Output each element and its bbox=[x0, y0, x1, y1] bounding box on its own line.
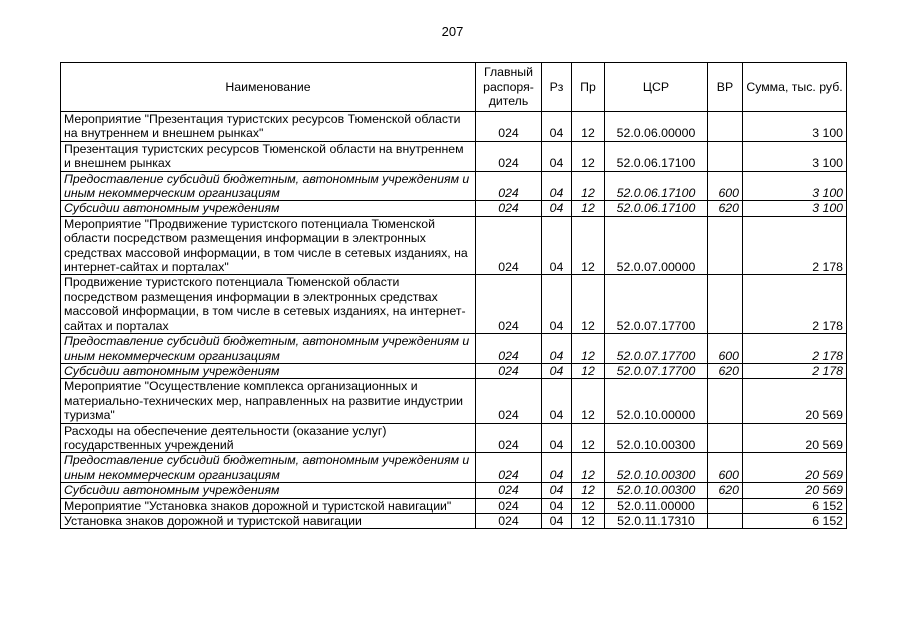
budget-table bbox=[60, 62, 847, 529]
table-row bbox=[61, 498, 847, 513]
cell-name: Расходы на обеспечение деятельности (оказание услуг) государственных учреждений bbox=[61, 423, 476, 453]
cell-admin: 024 bbox=[476, 275, 542, 334]
cell-rz: 04 bbox=[542, 171, 572, 201]
cell-name: Предоставление субсидий бюджетным, автономным учреждениям и иным некоммерческим организациям bbox=[61, 334, 476, 364]
cell-rz: 04 bbox=[542, 483, 572, 498]
cell-csr: 52.0.07.17700 bbox=[605, 363, 708, 378]
header-name: Наименование bbox=[61, 63, 476, 112]
cell-admin: 024 bbox=[476, 513, 542, 528]
cell-rz: 04 bbox=[542, 112, 572, 142]
cell-vr bbox=[708, 379, 743, 423]
cell-admin: 024 bbox=[476, 141, 542, 171]
cell-name: Мероприятие "Осуществление комплекса организационных и материально-технических мер, направленных на развитие индустрии туризма" bbox=[61, 379, 476, 423]
cell-csr: 52.0.11.17310 bbox=[605, 513, 708, 528]
cell-pr: 12 bbox=[572, 216, 605, 275]
cell-rz: 04 bbox=[542, 216, 572, 275]
cell-pr: 12 bbox=[572, 363, 605, 378]
cell-sum: 20 569 bbox=[743, 379, 847, 423]
cell-name: Мероприятие "Установка знаков дорожной и туристской навигации" bbox=[61, 498, 476, 513]
table-row bbox=[61, 334, 847, 364]
header-rz: Рз bbox=[542, 63, 572, 112]
cell-pr: 12 bbox=[572, 483, 605, 498]
cell-csr: 52.0.07.17700 bbox=[605, 275, 708, 334]
cell-pr: 12 bbox=[572, 513, 605, 528]
page-number: 207 bbox=[441, 24, 464, 39]
cell-vr bbox=[708, 141, 743, 171]
cell-csr: 52.0.07.17700 bbox=[605, 334, 708, 364]
cell-name: Субсидии автономным учреждениям bbox=[61, 363, 476, 378]
cell-name: Предоставление субсидий бюджетным, автономным учреждениям и иным некоммерческим организациям bbox=[61, 453, 476, 483]
cell-vr: 600 bbox=[708, 453, 743, 483]
cell-admin: 024 bbox=[476, 498, 542, 513]
cell-vr: 600 bbox=[708, 171, 743, 201]
table-header-row bbox=[61, 63, 847, 112]
cell-name: Установка знаков дорожной и туристской навигации bbox=[61, 513, 476, 528]
cell-vr bbox=[708, 112, 743, 142]
cell-admin: 024 bbox=[476, 483, 542, 498]
cell-sum: 2 178 bbox=[743, 363, 847, 378]
cell-name: Субсидии автономным учреждениям bbox=[61, 483, 476, 498]
cell-rz: 04 bbox=[542, 334, 572, 364]
cell-sum: 20 569 bbox=[743, 483, 847, 498]
cell-admin: 024 bbox=[476, 453, 542, 483]
table-row bbox=[61, 171, 847, 201]
cell-name: Мероприятие "Презентация туристских ресурсов Тюменской области на внутреннем и внешнем рынках" bbox=[61, 112, 476, 142]
cell-sum: 6 152 bbox=[743, 513, 847, 528]
table-row bbox=[61, 423, 847, 453]
cell-vr: 620 bbox=[708, 483, 743, 498]
cell-name: Продвижение туристского потенциала Тюменской области посредством размещения информации в электронных средствах массовой информации, в том числе в сетевых изданиях, на интернет-сайтах и порталах bbox=[61, 275, 476, 334]
cell-csr: 52.0.10.00300 bbox=[605, 483, 708, 498]
cell-rz: 04 bbox=[542, 498, 572, 513]
cell-name: Мероприятие "Продвижение туристского потенциала Тюменской области посредством размещения информации в электронных средствах массовой информации, в том числе в сетевых изданиях, на интернет-сайтах и порталах" bbox=[61, 216, 476, 275]
cell-rz: 04 bbox=[542, 363, 572, 378]
cell-pr: 12 bbox=[572, 112, 605, 142]
cell-admin: 024 bbox=[476, 379, 542, 423]
cell-rz: 04 bbox=[542, 275, 572, 334]
table-row bbox=[61, 275, 847, 334]
cell-csr: 52.0.11.00000 bbox=[605, 498, 708, 513]
cell-sum: 2 178 bbox=[743, 216, 847, 275]
table-row bbox=[61, 379, 847, 423]
table-row bbox=[61, 453, 847, 483]
cell-csr: 52.0.10.00300 bbox=[605, 453, 708, 483]
table-row bbox=[61, 216, 847, 275]
cell-csr: 52.0.06.17100 bbox=[605, 201, 708, 216]
cell-pr: 12 bbox=[572, 453, 605, 483]
cell-rz: 04 bbox=[542, 513, 572, 528]
cell-rz: 04 bbox=[542, 379, 572, 423]
cell-admin: 024 bbox=[476, 201, 542, 216]
cell-rz: 04 bbox=[542, 423, 572, 453]
cell-csr: 52.0.06.00000 bbox=[605, 112, 708, 142]
cell-pr: 12 bbox=[572, 379, 605, 423]
cell-admin: 024 bbox=[476, 423, 542, 453]
header-pr: Пр bbox=[572, 63, 605, 112]
cell-sum: 20 569 bbox=[743, 423, 847, 453]
cell-vr bbox=[708, 275, 743, 334]
cell-vr bbox=[708, 513, 743, 528]
cell-sum: 2 178 bbox=[743, 334, 847, 364]
table-row bbox=[61, 112, 847, 142]
cell-csr: 52.0.06.17100 bbox=[605, 141, 708, 171]
table-row bbox=[61, 513, 847, 528]
cell-rz: 04 bbox=[542, 453, 572, 483]
header-vr: ВР bbox=[708, 63, 743, 112]
table-body bbox=[61, 112, 847, 529]
cell-pr: 12 bbox=[572, 498, 605, 513]
cell-pr: 12 bbox=[572, 423, 605, 453]
cell-csr: 52.0.10.00000 bbox=[605, 379, 708, 423]
table-row bbox=[61, 483, 847, 498]
cell-csr: 52.0.07.00000 bbox=[605, 216, 708, 275]
cell-admin: 024 bbox=[476, 334, 542, 364]
cell-csr: 52.0.10.00300 bbox=[605, 423, 708, 453]
cell-rz: 04 bbox=[542, 141, 572, 171]
table-row bbox=[61, 201, 847, 216]
cell-rz: 04 bbox=[542, 201, 572, 216]
cell-pr: 12 bbox=[572, 171, 605, 201]
cell-admin: 024 bbox=[476, 112, 542, 142]
cell-name: Презентация туристских ресурсов Тюменской области на внутреннем и внешнем рынках bbox=[61, 141, 476, 171]
cell-sum: 3 100 bbox=[743, 171, 847, 201]
cell-vr bbox=[708, 216, 743, 275]
cell-csr: 52.0.06.17100 bbox=[605, 171, 708, 201]
table-row bbox=[61, 363, 847, 378]
header-admin: Главный распоря-дитель bbox=[476, 63, 542, 112]
table-row bbox=[61, 141, 847, 171]
cell-name: Субсидии автономным учреждениям bbox=[61, 201, 476, 216]
header-csr: ЦСР bbox=[605, 63, 708, 112]
cell-name: Предоставление субсидий бюджетным, автономным учреждениям и иным некоммерческим организациям bbox=[61, 171, 476, 201]
cell-vr: 620 bbox=[708, 201, 743, 216]
cell-sum: 3 100 bbox=[743, 201, 847, 216]
cell-pr: 12 bbox=[572, 334, 605, 364]
cell-admin: 024 bbox=[476, 363, 542, 378]
cell-sum: 20 569 bbox=[743, 453, 847, 483]
cell-sum: 6 152 bbox=[743, 498, 847, 513]
cell-sum: 2 178 bbox=[743, 275, 847, 334]
cell-pr: 12 bbox=[572, 275, 605, 334]
cell-sum: 3 100 bbox=[743, 141, 847, 171]
cell-admin: 024 bbox=[476, 216, 542, 275]
cell-vr bbox=[708, 423, 743, 453]
cell-vr: 600 bbox=[708, 334, 743, 364]
cell-vr bbox=[708, 498, 743, 513]
cell-admin: 024 bbox=[476, 171, 542, 201]
cell-pr: 12 bbox=[572, 141, 605, 171]
header-sum: Сумма, тыс. руб. bbox=[743, 63, 847, 112]
cell-pr: 12 bbox=[572, 201, 605, 216]
cell-sum: 3 100 bbox=[743, 112, 847, 142]
cell-vr: 620 bbox=[708, 363, 743, 378]
